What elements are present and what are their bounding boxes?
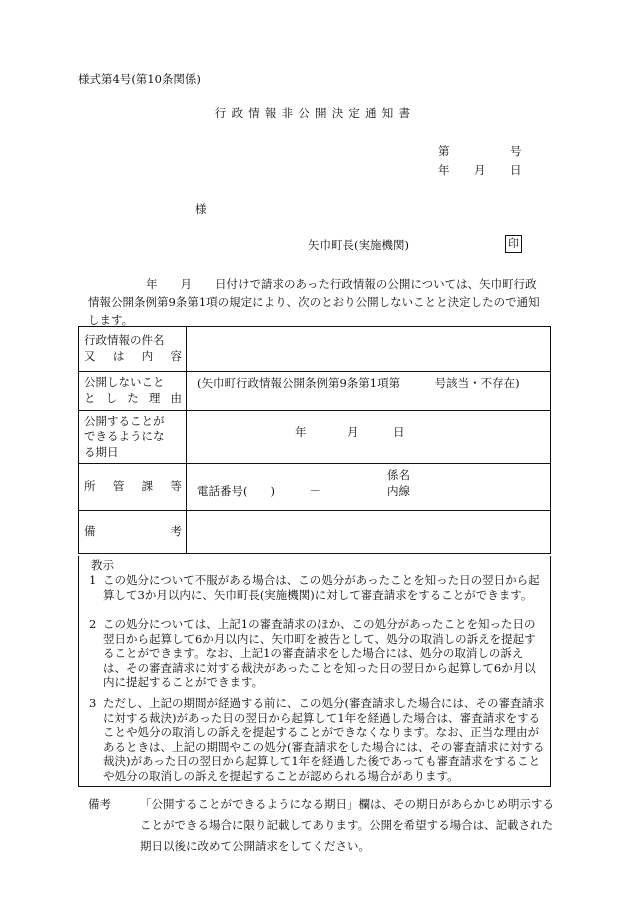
instruction-item-number: 3 bbox=[89, 696, 97, 710]
instruction-item-number: 2 bbox=[89, 617, 97, 631]
remark-note bbox=[88, 794, 554, 857]
intro-line-3: します。 bbox=[88, 313, 134, 327]
phone-number-label: 電話番号( ) － bbox=[197, 484, 321, 498]
field-department[interactable] bbox=[187, 464, 551, 511]
instruction-item-number: 1 bbox=[89, 573, 97, 587]
issue-date-year: 年 bbox=[438, 163, 450, 177]
seal-box: 印 bbox=[505, 235, 522, 253]
disclosable-date-year: 年 bbox=[295, 425, 307, 439]
form-number: 様式第4号(第10条関係) bbox=[78, 72, 201, 86]
field-disclosable-date[interactable] bbox=[187, 411, 551, 464]
issue-date-day: 日 bbox=[510, 163, 522, 177]
field-remarks[interactable] bbox=[187, 511, 551, 554]
intro-line-2: 情報公開条例第9条第1項の規定により、次のとおり公開しないことと決定したので通知 bbox=[88, 295, 540, 309]
instruction-item bbox=[89, 617, 545, 690]
document-number-dai: 第 bbox=[438, 144, 450, 158]
remark-text: 「公開することができるようになる期日」欄は、その期日があらかじめ明示することができる場合に限り記載してあります。公開を希望する場合は、記載された期日以後に改めて公開請求をしてください。 bbox=[140, 797, 554, 853]
issuer-name: 矢巾町長(実施機関) bbox=[308, 238, 409, 252]
label-disclosable-date: 公開することが できるようにな る期日 bbox=[79, 411, 187, 464]
label-remarks: 備 考 bbox=[79, 511, 187, 554]
instruction-item-text: この処分については、上記1の審査請求のほか、この処分があったことを知った日の翌日から起算して6か月以内に、矢巾町を被告として、処分の取消しの訴えを提起することができます。なお、上記1の審査請求をした場合には、処分の取消しの訴えは、その審査請求に対する裁決があったことを知った日の翌日から起算して6か月以内に提起することができます。 bbox=[103, 617, 536, 689]
intro-paragraph bbox=[88, 275, 558, 329]
field-document-subject[interactable] bbox=[187, 327, 551, 372]
decision-table bbox=[78, 326, 551, 554]
document-title: 行政情報非公開決定通知書 bbox=[214, 106, 416, 120]
field-nondisclosure-reason[interactable] bbox=[187, 372, 551, 411]
document-number-go: 号 bbox=[510, 144, 522, 158]
addressee-suffix: 様 bbox=[195, 202, 207, 216]
label-nondisclosure-reason: 公開しないこと と し た 理 由 bbox=[79, 372, 187, 411]
instruction-item bbox=[89, 573, 545, 602]
extension-label: 内線 bbox=[387, 484, 410, 498]
instruction-item-text: この処分について不服がある場合は、この処分があったことを知った日の翌日から起算して3か月以内に、矢巾町長(実施機関)に対して審査請求をすることができます。 bbox=[103, 573, 540, 602]
disclosable-date-month: 月 bbox=[347, 425, 359, 439]
label-department: 所 管 課 等 bbox=[79, 464, 187, 511]
instruction-item bbox=[89, 696, 545, 783]
intro-line-1: 年 月 日付けで請求のあった行政情報の公開については、矢巾町行政 bbox=[146, 277, 537, 291]
instruction-item-text: ただし、上記の期間が経過する前に、この処分(審査請求した場合には、その審査請求に対する裁決)があった日の翌日から起算して1年を経過した場合は、審査請求をすることや処分の取消しの訴えを提起することができなくなります。なお、正当な理由があるときは、上記の期間やこの処分(審査請求をした場合には、その審査請求に対する裁決)があった日の翌日から起算して1年を経過した後であっても審査請求をすることや処分の取消しの訴えを提起することが認められる場合があります。 bbox=[103, 696, 545, 783]
instruction-title: 教示 bbox=[91, 558, 114, 572]
label-document-subject: 行政情報の件名 又 は 内 容 bbox=[79, 327, 187, 372]
reason-template-text: (矢巾町行政情報公開条例第9条第1項第 号該当・不存在) bbox=[197, 376, 520, 390]
remark-label: 備考 bbox=[88, 797, 111, 811]
issue-date-month: 月 bbox=[474, 163, 486, 177]
instruction-box bbox=[78, 556, 551, 787]
section-name-label: 係名 bbox=[387, 468, 410, 482]
disclosable-date-day: 日 bbox=[393, 425, 405, 439]
